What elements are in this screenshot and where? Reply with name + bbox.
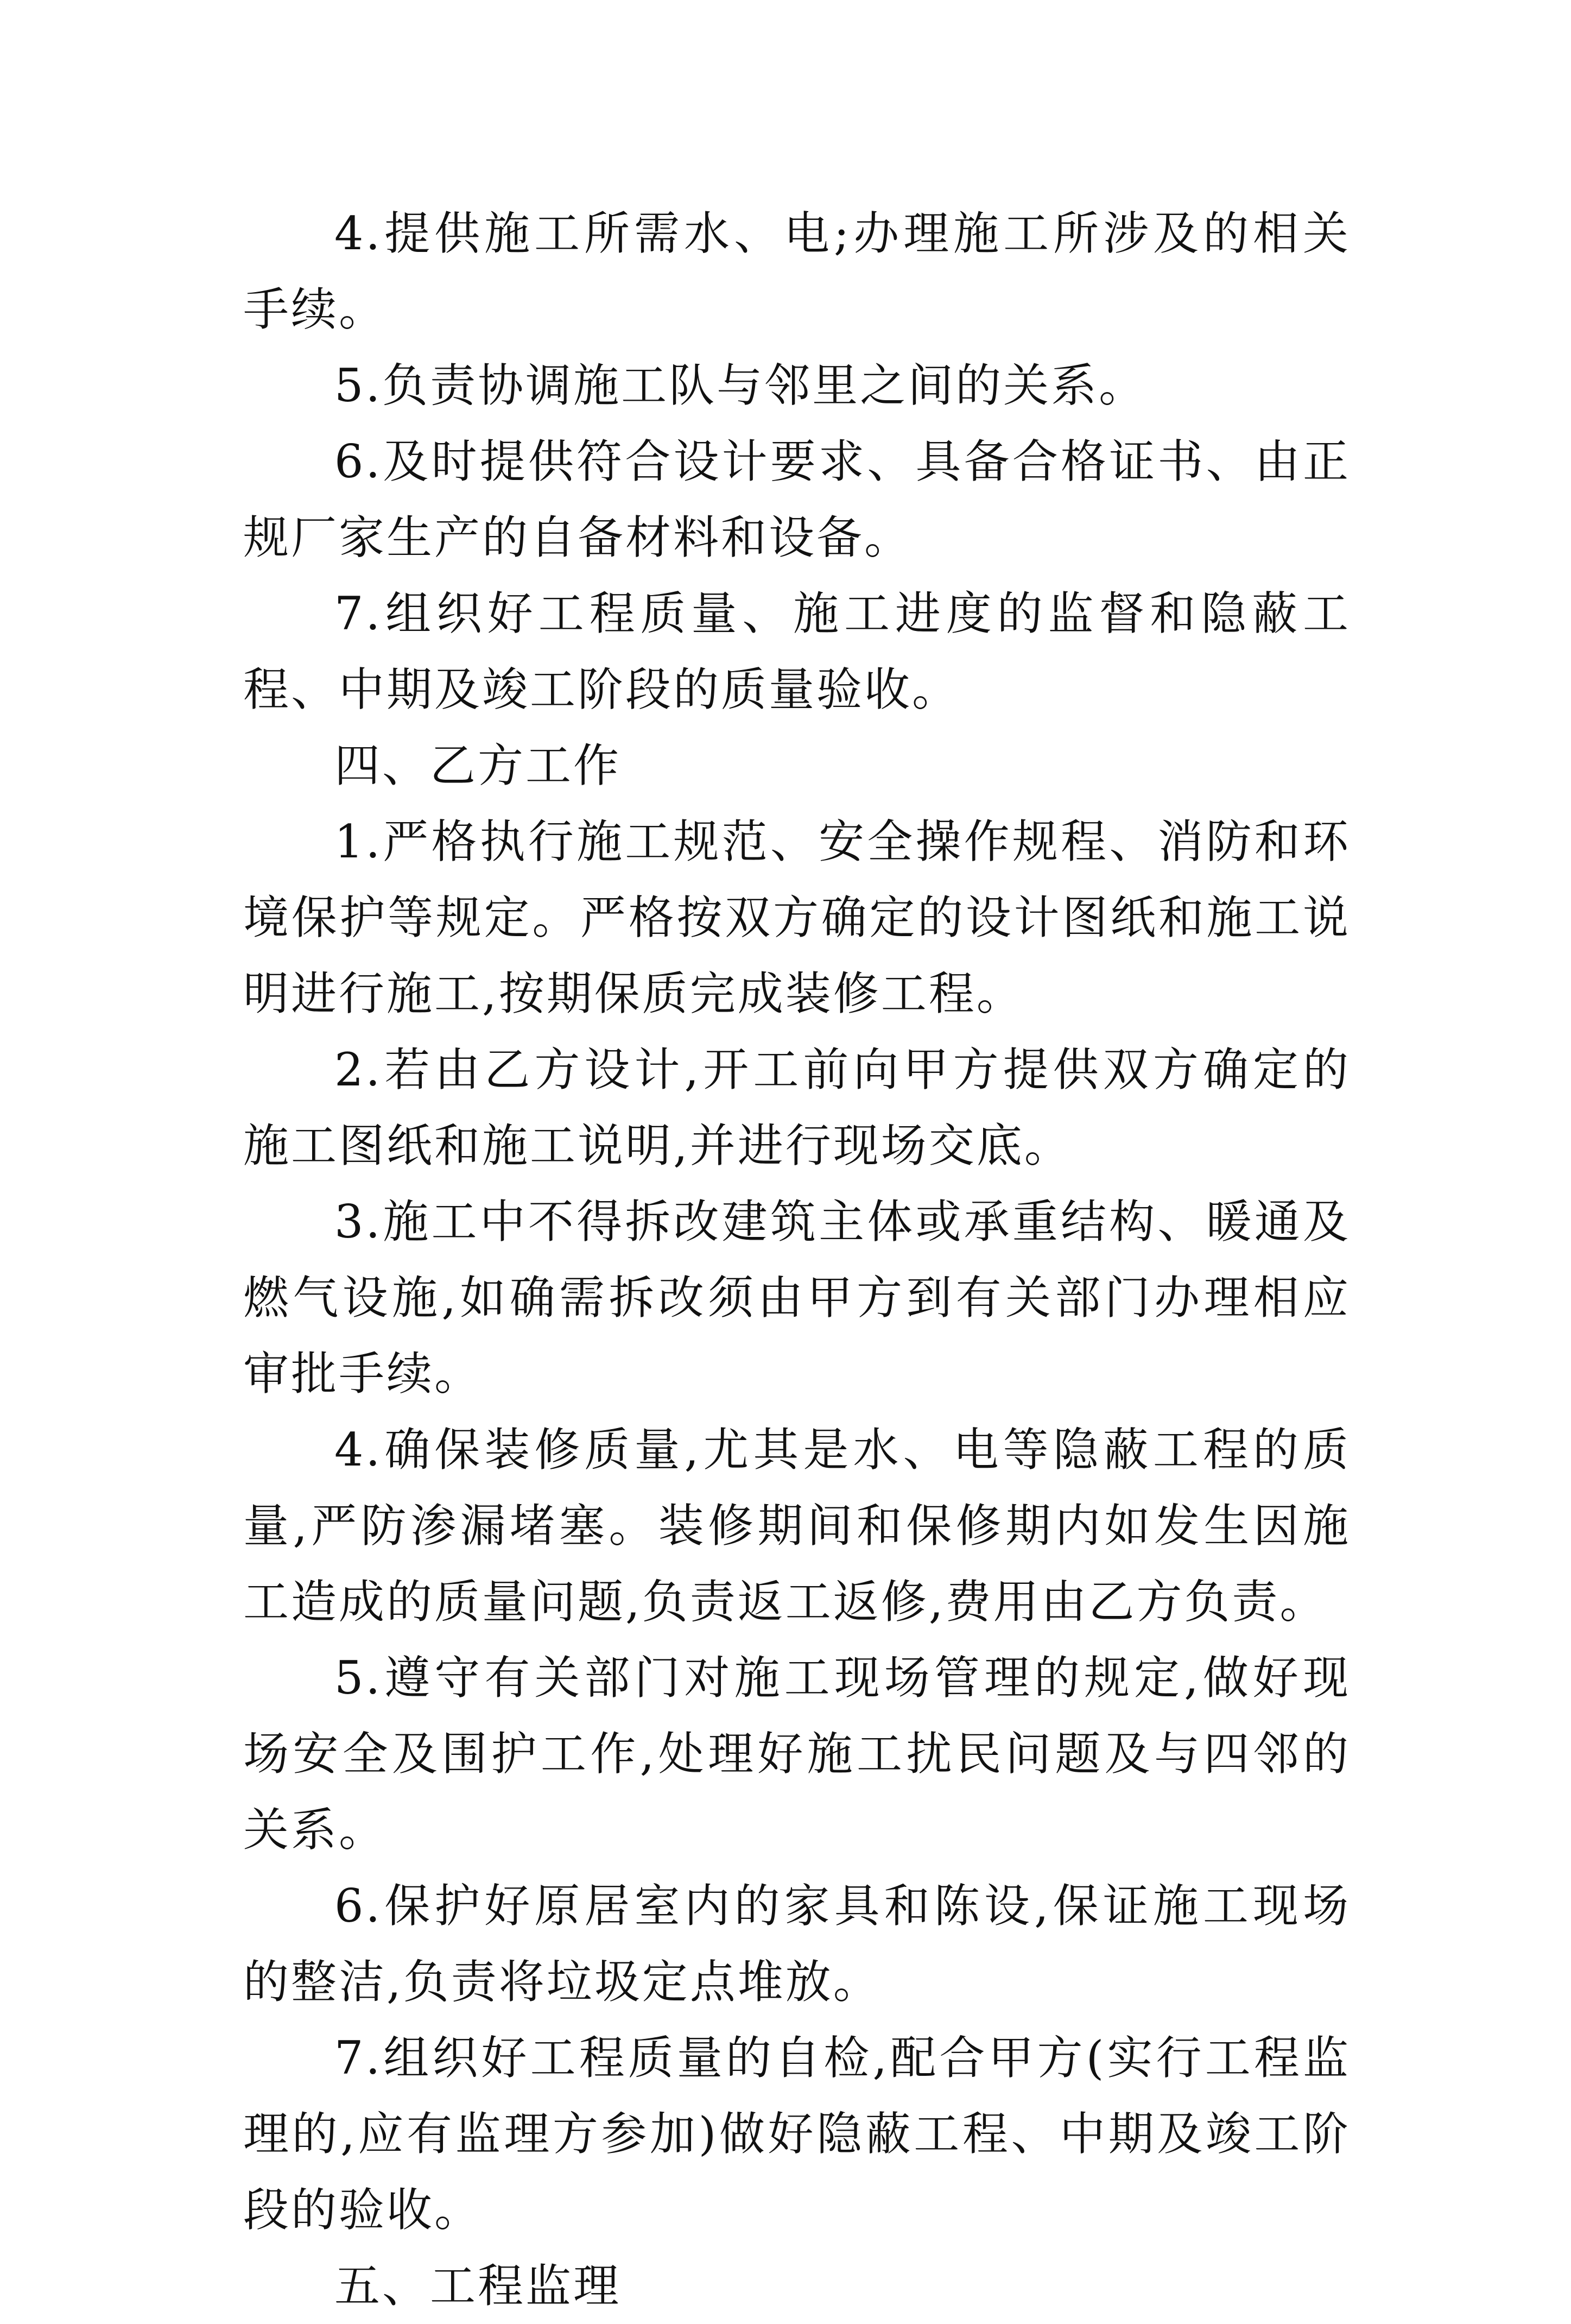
paragraph-party-b-item-1: 1.严格执行施工规范、安全操作规程、消防和环境保护等规定。严格按双方确定的设计图纸和施工说明进行施工,按期保质完成装修工程。 [243, 815, 1351, 1020]
section-heading-party-b: 四、乙方工作 [334, 739, 622, 792]
paragraph-party-a-item-7: 7.组织好工程质量、施工进度的监督和隐蔽工程、中期及竣工阶段的质量验收。 [243, 587, 1351, 716]
paragraph-party-a-item-5: 5.负责协调施工队与邻里之间的关系。 [334, 359, 1147, 412]
paragraph-party-a-item-4: 4.提供施工所需水、电;办理施工所涉及的相关手续。 [243, 207, 1351, 336]
paragraph-party-b-item-4: 4.确保装修质量,尤其是水、电等隐蔽工程的质量,严防渗漏堵塞。装修期间和保修期内如发生因施工造成的质量问题,负责返工返修,费用由乙方负责。 [243, 1423, 1351, 1628]
section-heading-supervision: 五、工程监理 [334, 2259, 622, 2313]
paragraph-party-b-item-3: 3.施工中不得拆改建筑主体或承重结构、暖通及燃气设施,如确需拆改须由甲方到有关部门办理相应审批手续。 [243, 1195, 1351, 1400]
paragraph-party-b-item-5: 5.遵守有关部门对施工现场管理的规定,做好现场安全及围护工作,处理好施工扰民问题及与四邻的关系。 [243, 1651, 1351, 1856]
document-body [243, 195, 1351, 2324]
paragraph-party-b-item-2: 2.若由乙方设计,开工前向甲方提供双方确定的施工图纸和施工说明,并进行现场交底。 [243, 1043, 1351, 1172]
paragraph-party-b-item-7: 7.组织好工程质量的自检,配合甲方(实行工程监理的,应有监理方参加)做好隐蔽工程、中期及竣工阶段的验收。 [243, 2031, 1351, 2237]
paragraph-party-a-item-6: 6.及时提供符合设计要求、具备合格证书、由正规厂家生产的自备材料和设备。 [243, 435, 1351, 564]
paragraph-party-b-item-6: 6.保护好原居室内的家具和陈设,保证施工现场的整洁,负责将垃圾定点堆放。 [243, 1879, 1351, 2009]
